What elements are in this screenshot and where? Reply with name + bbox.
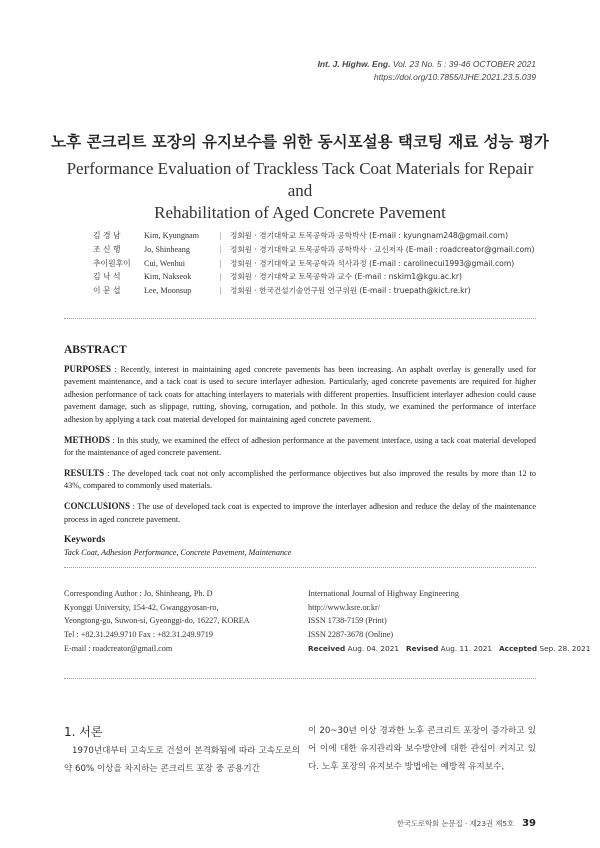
ijhe-name: International Journal of Highway Engineering [308, 589, 459, 598]
ijhe-issn-online: ISSN 2287-3678 (Online) [308, 630, 394, 640]
journal-volume: Vol. 23 No. 5 : 39-46 OCTOBER 2021 [392, 59, 536, 69]
journal-doi[interactable]: https://doi.org/10.7855/IJHE.2021.23.5.039 [373, 72, 536, 82]
author-separator: | [220, 272, 222, 282]
received-label: Received [308, 643, 346, 653]
author-name-en: Lee, Moonsup [144, 286, 192, 296]
author-row [93, 270, 534, 284]
abstract-section [64, 344, 536, 559]
keywords-heading: Keywords [64, 535, 106, 546]
corr-line: Kyonggi University, 154-42, Gwanggyosan-ro, [64, 602, 219, 612]
author-name-en: Jo, Shinheang [144, 244, 190, 254]
author-separator: | [220, 244, 222, 254]
author-affiliation: 정회원 · 경기대학교 토목공학과 석사과정 (E-mail : carolinecui1993@gmail.com) [230, 258, 515, 268]
abstract-results [64, 467, 536, 493]
footer-journal: 한국도로학회 논문집 · 제23권 제5호 [396, 819, 515, 828]
author-affiliation: 정회원 · 경기대학교 토목공학과 공학박사 (E-mail : kyungnam248@gmail.com) [230, 231, 509, 240]
section-heading-intro: 1. 서론 [64, 725, 103, 739]
author-affiliation: 정회원 · 한국건설기술연구원 연구위원 (E-mail : truepath@kict.re.kr) [230, 286, 471, 296]
author-name-ko: 조 신 행 [93, 244, 121, 254]
abstract-heading: ABSTRACT [64, 344, 127, 356]
divider-abstract-end [64, 567, 536, 568]
abstract-conclusions [64, 500, 536, 526]
body-text-right: 이 20~30년 이상 경과한 노후 콘크리트 포장이 증가하고 있어 이에 대한 유지관리와 보수방안에 대한 관심이 커지고 있다. 노후 포장의 유지보수 방법에는 예방적 유지보수, [308, 726, 536, 772]
title-english-line1: Performance Evaluation of Trackless Tack Coat Materials for Repair and [66, 159, 534, 200]
page-number: 39 [522, 818, 536, 829]
accepted-label: Accepted [499, 643, 538, 653]
author-name-en: Kim, Nakseok [144, 272, 192, 282]
purposes-text: : Recently, interest in maintaining aged concrete pavements has been increasing. An asphalt overlay is generally used for pavement maintenance, and a tack coat is used to secure interlayer adhesion. Particularly, aged concrete pavements are required for higher adhesion performance of tack coats for attaching interlayers to materials with different properties. Insufficient interlayer adhesion could cause pavement damage, such as slippage, rutting, shoving, corrugation, and pothole. In this study, we examined the performance of interface adhesion by applying a tack coat material developed for maintaining aged concrete pavement. [64, 364, 536, 424]
author-affiliation: 정회원 · 경기대학교 토목공학과 공학박사 · 교신저자 (E-mail : roadcreator@gmail.com) [230, 244, 535, 254]
results-text: : The developed tack coat not only accomplished the performance objectives but also improved the results by more than 12 to 43%, compared to commonly used materials. [64, 468, 536, 491]
journal-name: Int. J. Highw. Eng. [317, 59, 391, 69]
author-separator: | [220, 258, 222, 268]
body-text-left [64, 742, 300, 778]
author-row [93, 229, 534, 243]
body-left-paragraph: 1970년대부터 고속도로 건설이 본격화됨에 따라 고속도로의 약 60% 이상을 차지하는 콘크리트 포장 중 공용기간 [64, 746, 300, 774]
author-name-ko: 김 경 남 [93, 231, 121, 240]
page-footer [397, 818, 536, 829]
ijhe-dates [308, 642, 590, 656]
accepted-date: Sep. 28. 2021 [539, 643, 591, 653]
title-english-line2: Rehabilitation of Aged Concrete Pavement [154, 203, 446, 222]
corr-line: Tel : +82.31.249.9710 Fax : +82.31.249.9719 [64, 630, 213, 640]
author-row [93, 243, 534, 257]
divider-info-end [64, 678, 536, 679]
author-list [93, 229, 534, 298]
title-english [60, 158, 540, 224]
author-separator: | [220, 231, 222, 240]
corr-line: Yeongtong-gu, Suwon-si, Gyeonggi-do, 16227, KOREA [64, 616, 250, 626]
author-affiliation: 정회원 · 경기대학교 토목공학과 교수 (E-mail : nskim1@kgu.ac.kr) [230, 272, 462, 282]
journal-header [318, 58, 536, 84]
corresponding-author [64, 587, 250, 656]
abstract-methods [64, 434, 536, 460]
author-row [93, 257, 534, 271]
methods-text: : In this study, we examined the effect of adhesion performance at the pavement interface, using a tack coat material developed for the maintenance of aged concrete pavement. [64, 435, 536, 458]
author-row [93, 284, 534, 298]
ijhe-url[interactable]: http://www.ksre.or.kr/ [308, 602, 381, 612]
author-name-ko: 추이원후이 [93, 258, 131, 268]
corr-line: Corresponding Author : Jo, Shinheang, Ph. D [64, 589, 213, 598]
conclusions-label: CONCLUSIONS [64, 500, 131, 511]
revised-date: Aug. 11. 2021 [440, 643, 493, 653]
author-name-ko: 이 문 섭 [93, 286, 121, 296]
corr-email: E-mail : roadcreator@gmail.com [64, 643, 173, 653]
ijhe-issn-print: ISSN 1738-7159 (Print) [308, 616, 387, 626]
author-separator: | [220, 286, 222, 296]
received-date: Aug. 04. 2021 [347, 643, 399, 653]
results-label: RESULTS [64, 467, 105, 478]
keywords-list: Tack Coat, Adhesion Performance, Concrete Pavement, Maintenance [64, 547, 292, 557]
purposes-label: PURPOSES [64, 363, 112, 374]
abstract-purposes [64, 363, 536, 427]
author-name-en: Cui, Wenhui [144, 258, 186, 268]
conclusions-text: : The use of developed tack coat is expected to improve the interlayer adhesion and reduce the delay of the maintenance process in aged concrete pavement. [64, 501, 536, 524]
journal-info [308, 587, 590, 656]
revised-label: Revised [405, 643, 439, 653]
methods-label: METHODS [64, 434, 111, 445]
divider-top [64, 318, 536, 319]
title-korean: 노후 콘크리트 포장의 유지보수를 위한 동시포설용 택코팅 재료 성능 평가 [51, 133, 549, 151]
journal-citation [318, 58, 536, 71]
author-name-en: Kim, Kyungnam [144, 231, 200, 240]
author-name-ko: 김 낙 석 [93, 272, 121, 282]
